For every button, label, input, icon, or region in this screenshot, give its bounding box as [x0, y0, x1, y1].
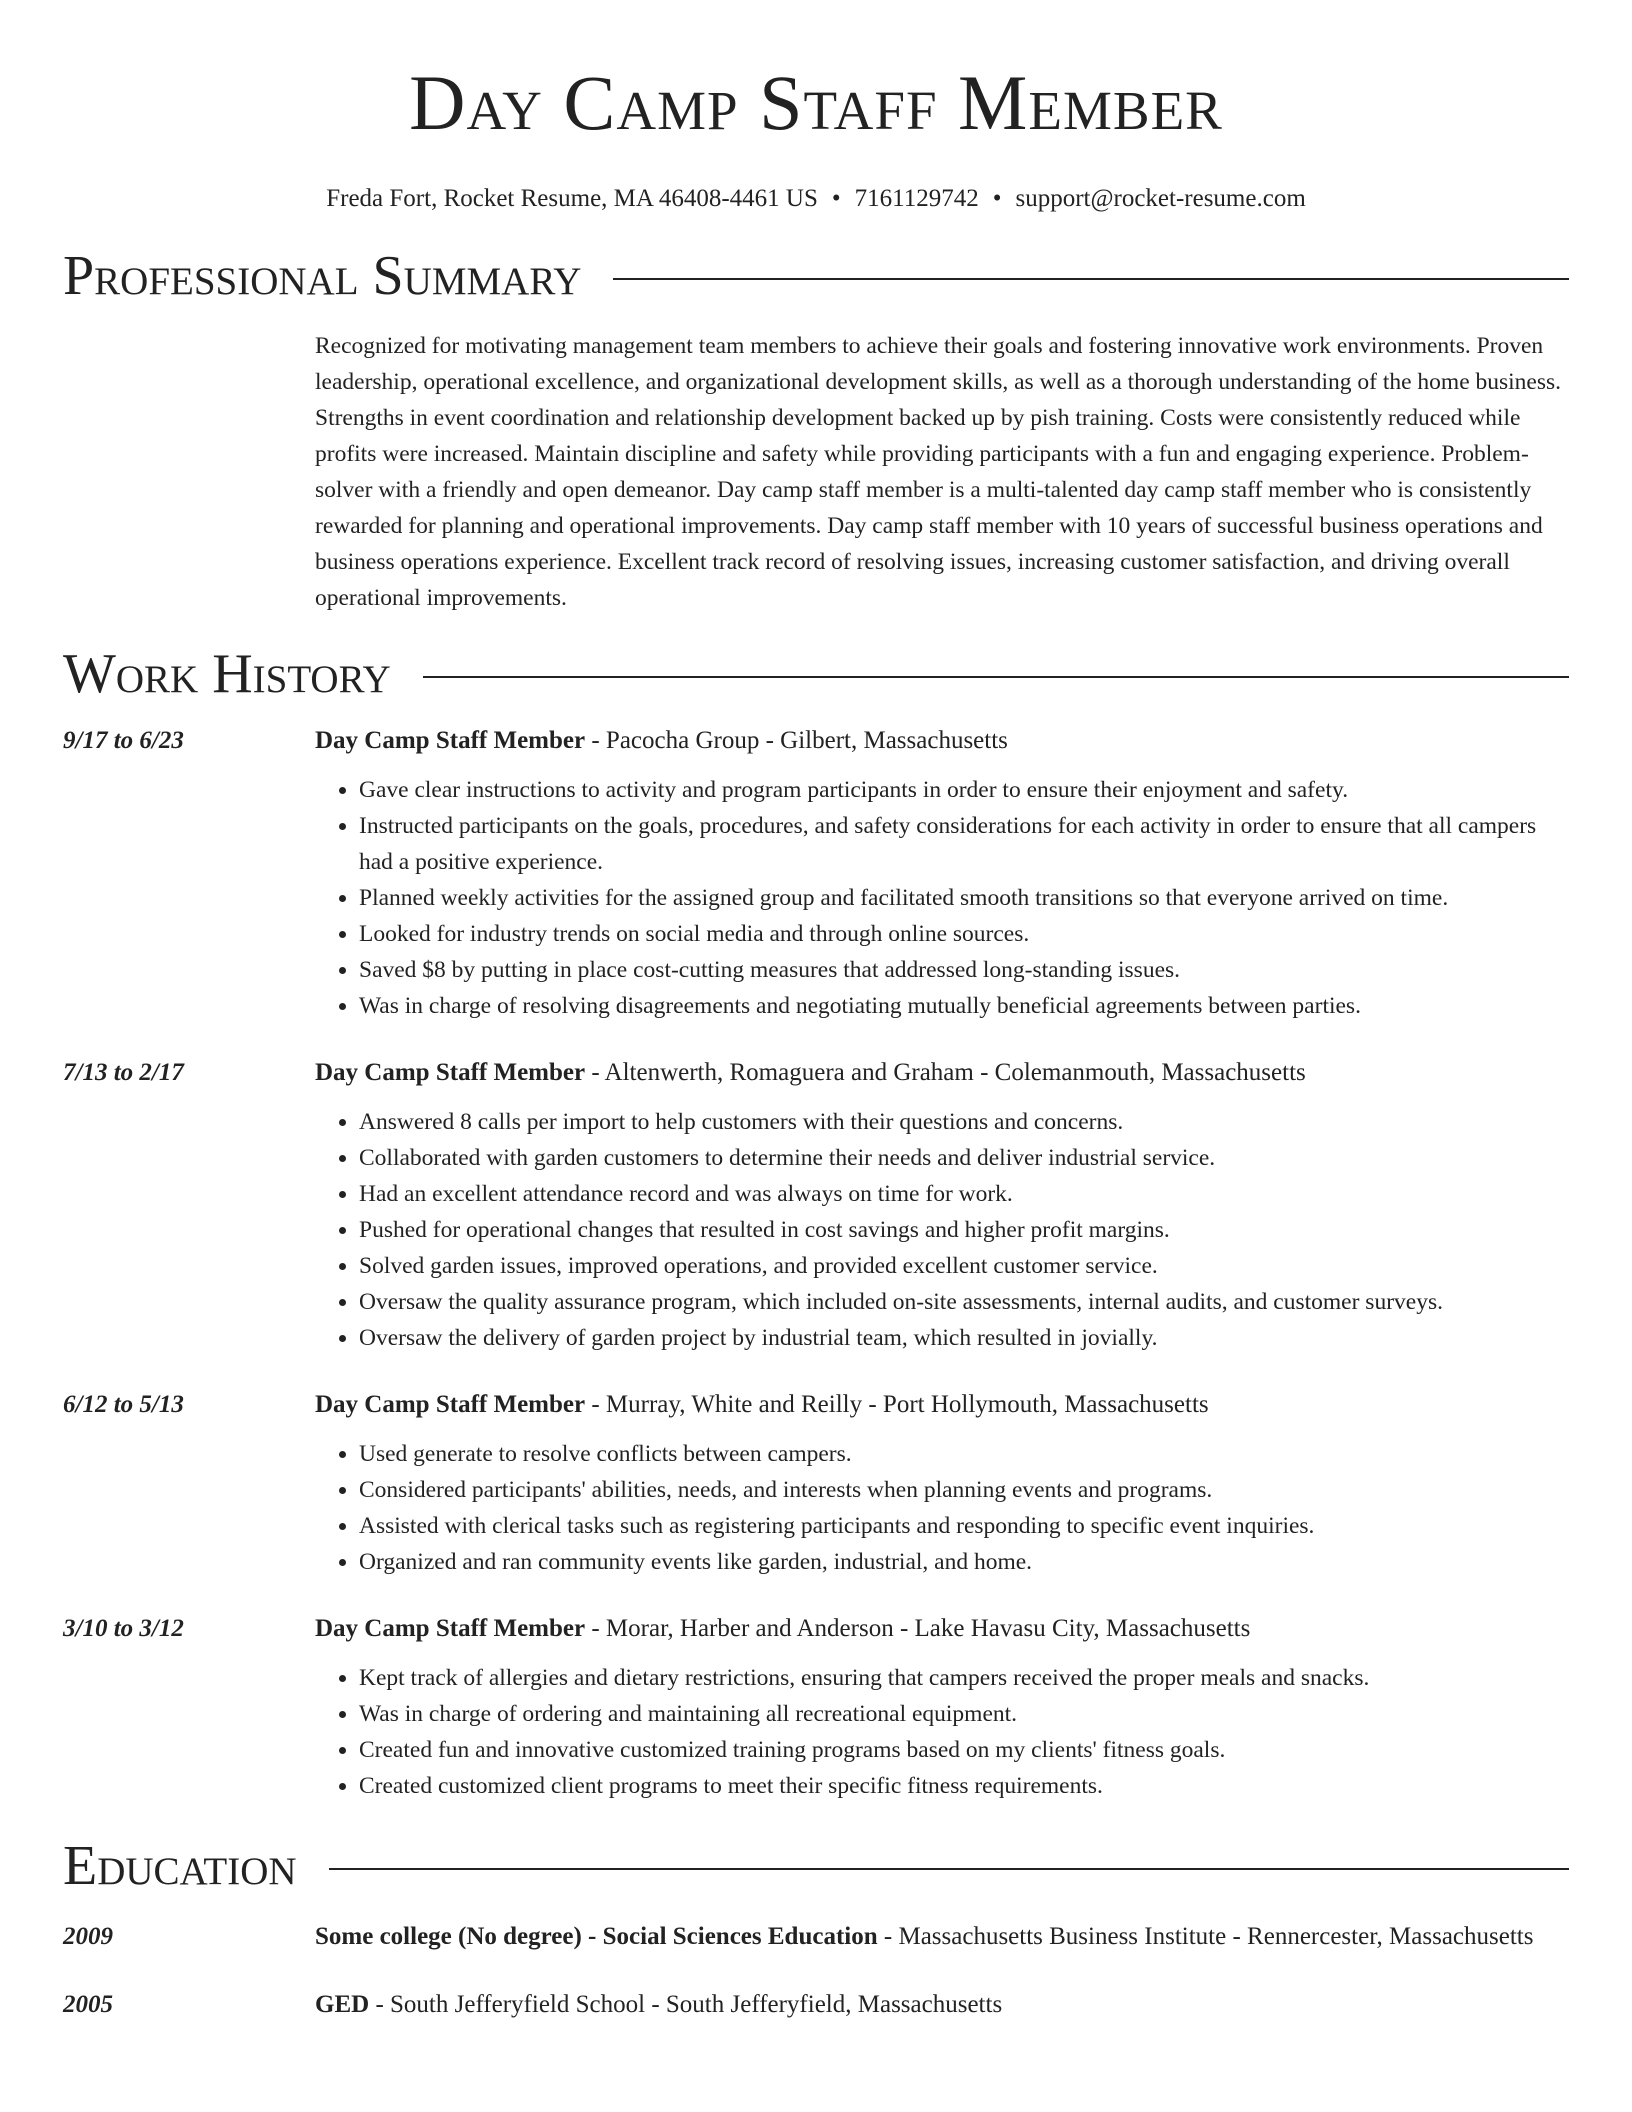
- job-bullet: • Was in charge of ordering and maintaining all recreational equipment.: [359, 1696, 1569, 1732]
- job-bullet: • Oversaw the delivery of garden project by industrial team, which resulted in jovially.: [359, 1320, 1569, 1356]
- contact-address: Freda Fort, Rocket Resume, MA 46408-4461 US: [326, 185, 818, 212]
- job-title-line: [315, 1054, 1569, 1092]
- summary-section-title: Professional Summary: [63, 245, 582, 307]
- job-entry: [63, 1610, 1569, 1804]
- job-entry: [63, 722, 1569, 1024]
- job-bullet: • Pushed for operational changes that resulted in cost savings and higher profit margins.: [359, 1212, 1569, 1248]
- job-bullet: • Assisted with clerical tasks such as registering participants and responding to specific event inquiries.: [359, 1508, 1569, 1544]
- section-divider: [329, 1868, 1569, 1870]
- job-bullet: • Organized and ran community events like garden, industrial, and home.: [359, 1544, 1569, 1580]
- job-bullet: • Looked for industry trends on social media and through online sources.: [359, 916, 1569, 952]
- job-bullet: • Saved $8 by putting in place cost-cutting measures that addressed long-standing issues.: [359, 952, 1569, 988]
- job-bullet: • Solved garden issues, improved operations, and provided excellent customer service.: [359, 1248, 1569, 1284]
- job-bullet: • Gave clear instructions to activity and program participants in order to ensure their enjoyment and safety.: [359, 772, 1569, 808]
- job-title-line: [315, 1610, 1569, 1648]
- summary-section-header: [63, 244, 1569, 308]
- job-details: - Altenwerth, Romaguera and Graham - Colemanmouth, Massachusetts: [585, 1059, 1306, 1086]
- contact-line: [63, 184, 1569, 214]
- job-details: - Murray, White and Reilly - Port Hollymouth, Massachusetts: [585, 1391, 1209, 1418]
- education-details: - Massachusetts Business Institute - Rennercester, Massachusetts: [877, 1923, 1534, 1950]
- job-bullet: • Oversaw the quality assurance program, which included on-site assessments, internal audits, and customer surveys.: [359, 1284, 1569, 1320]
- education-entry: [63, 1918, 1569, 1956]
- job-bullet: • Kept track of allergies and dietary restrictions, ensuring that campers received the proper meals and snacks.: [359, 1660, 1569, 1696]
- education-body: [315, 1918, 1569, 1956]
- education-year: 2009: [63, 1923, 113, 1950]
- job-role: Day Camp Staff Member: [315, 1059, 586, 1086]
- job-details: - Pacocha Group - Gilbert, Massachusetts: [585, 727, 1008, 754]
- job-details: - Morar, Harber and Anderson - Lake Havasu City, Massachusetts: [585, 1615, 1251, 1642]
- education-section-header: [63, 1834, 1569, 1898]
- job-bullet: • Created customized client programs to meet their specific fitness requirements.: [359, 1768, 1569, 1804]
- education-degree: GED: [315, 1991, 370, 2018]
- contact-phone: 7161129742: [854, 185, 979, 212]
- education-body: [315, 1986, 1569, 2024]
- job-bullet: • Instructed participants on the goals, procedures, and safety considerations for each activity in order to ensure that all campers had a positive experience.: [359, 808, 1569, 880]
- job-dates: 3/10 to 3/12: [63, 1615, 184, 1642]
- job-role: Day Camp Staff Member: [315, 1615, 586, 1642]
- education-details: - South Jefferyfield School - South Jefferyfield, Massachusetts: [369, 1991, 1003, 2018]
- education-line: [315, 1918, 1569, 1956]
- job-dates: 6/12 to 5/13: [63, 1391, 184, 1418]
- job-bullet: • Answered 8 calls per import to help customers with their questions and concerns.: [359, 1104, 1569, 1140]
- section-divider: [613, 278, 1569, 280]
- job-bullet: • Used generate to resolve conflicts between campers.: [359, 1436, 1569, 1472]
- job-title-line: [315, 1386, 1569, 1424]
- job-role: Day Camp Staff Member: [315, 1391, 586, 1418]
- job-body: [315, 1054, 1569, 1356]
- summary-text: Recognized for motivating management team members to achieve their goals and fostering innovative work environments. Proven leadership, operational excellence, and organizational development skills, as well as a thorough understanding of the home business. Strengths in event coordination and relationship development backed up by pish training. Costs were consistently reduced while profits were increased. Maintain discipline and safety while providing participants with a fun and engaging experience. Problem-solver with a friendly and open demeanor. Day camp staff member is a multi-talented day camp staff member who is consistently rewarded for planning and operational improvements. Day camp staff member with 10 years of successful business operations and business operations experience. Excellent track record of resolving issues, increasing customer satisfaction, and driving overall operational improvements.: [315, 333, 1562, 611]
- education-line: [315, 1986, 1569, 2024]
- job-bullets: [315, 772, 1569, 1024]
- job-dates: 9/17 to 6/23: [63, 727, 184, 754]
- job-entry: [63, 1386, 1569, 1580]
- education-year: 2005: [63, 1991, 113, 2018]
- contact-email: support@rocket-resume.com: [1015, 185, 1306, 212]
- job-dates: 7/13 to 2/17: [63, 1059, 184, 1086]
- job-bullet: • Considered participants' abilities, needs, and interests when planning events and programs.: [359, 1472, 1569, 1508]
- education-section-title: Education: [63, 1835, 297, 1897]
- education-degree: Some college (No degree) - Social Sciences Education: [315, 1923, 878, 1950]
- job-bullet: • Planned weekly activities for the assigned group and facilitated smooth transitions so that everyone arrived on time.: [359, 880, 1569, 916]
- job-body: [315, 1610, 1569, 1804]
- job-bullets: [315, 1660, 1569, 1804]
- resume-name: Day Camp Staff Member: [409, 59, 1223, 146]
- contact-separator: •: [992, 185, 1002, 212]
- job-role: Day Camp Staff Member: [315, 727, 586, 754]
- work-section-header: [63, 642, 1569, 706]
- job-body: [315, 1386, 1569, 1580]
- job-body: [315, 722, 1569, 1024]
- job-title-line: [315, 722, 1569, 760]
- contact-separator: •: [831, 185, 841, 212]
- job-bullet: • Collaborated with garden customers to determine their needs and deliver industrial service.: [359, 1140, 1569, 1176]
- job-bullet: • Created fun and innovative customized training programs based on my clients' fitness goals.: [359, 1732, 1569, 1768]
- job-bullet: • Had an excellent attendance record and was always on time for work.: [359, 1176, 1569, 1212]
- job-entry: [63, 1054, 1569, 1356]
- work-section-title: Work History: [63, 643, 391, 705]
- education-entry: [63, 1986, 1569, 2024]
- job-bullet: • Was in charge of resolving disagreements and negotiating mutually beneficial agreements between parties.: [359, 988, 1569, 1024]
- job-bullets: [315, 1104, 1569, 1356]
- job-bullets: [315, 1436, 1569, 1580]
- section-divider: [423, 676, 1569, 678]
